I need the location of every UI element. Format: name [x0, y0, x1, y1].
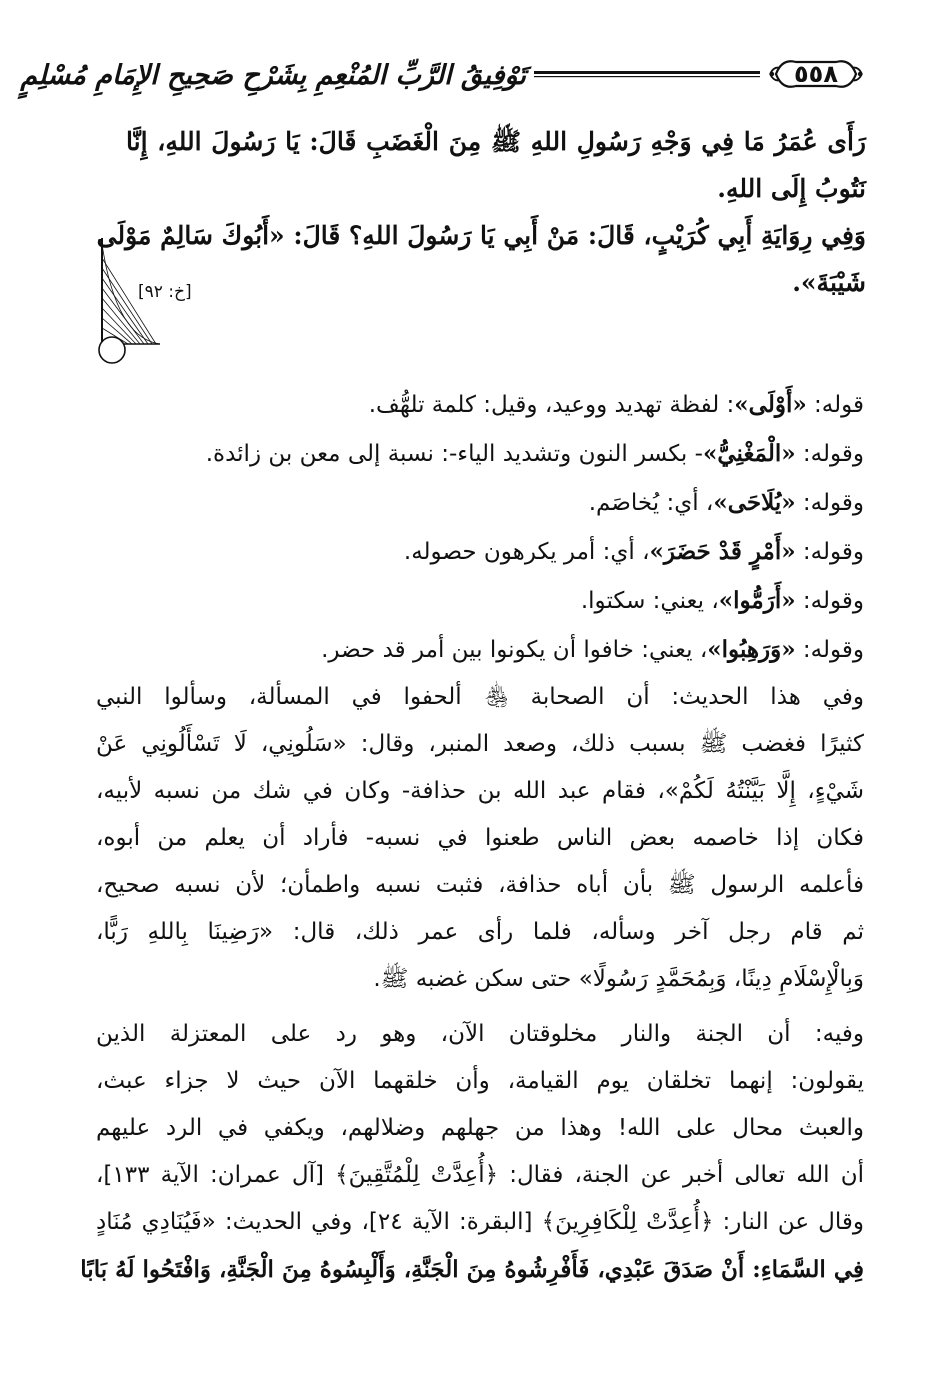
commentary-body [80, 380, 864, 1293]
gloss-prefix: وقوله: [795, 588, 864, 614]
page-number: ٥٥٨ [794, 60, 838, 88]
hadith-block [96, 118, 866, 364]
paragraph-line: شَيْءٍ، إِلَّا بَيَّنْتُهُ لَكُمْ»، فقام عبد الله بن حذافة- وكان في شك من نسبه لأبيه، [96, 778, 864, 804]
gloss-line [96, 576, 864, 625]
paragraph-hadith-lessons [96, 674, 864, 1003]
gloss-prefix: قوله: [806, 392, 864, 418]
gloss-line [96, 478, 864, 527]
page-header [20, 50, 866, 102]
gloss-prefix: وقوله: [795, 637, 864, 663]
gloss-word: «الْمَغْنِيُّ» [702, 440, 796, 467]
paragraph-line: فِي السَّمَاءِ: أَنْ صَدَقَ عَبْدِي، فَأَفْرِشُوهُ مِنَ الْجَنَّةِ، وَأَلْبِسُوهُ مِنَ الْجَنَّةِ، وَافْتَحُوا لَهُ بَابًا [80, 1256, 864, 1283]
gloss-word: «يُلَاحَى» [713, 489, 796, 516]
paragraph-line: فكان إذا خاصمه بعض الناس طعنوا في نسبه- فأراد أن يعلم من أبوه، [96, 825, 864, 851]
hadith-reference: [خ: ٩٢] [138, 282, 192, 302]
paragraph-line: وفيه: أن الجنة والنار مخلوقتان الآن، وهو رد على المعتزلة الذين [96, 1021, 864, 1047]
gloss-word: «أَوْلَى» [734, 391, 807, 418]
gloss-word: «أَرَمُّوا» [718, 587, 796, 614]
hadith-line: وَفِي رِوَايَةِ أَبِي كُرَيْبٍ، قَالَ: مَنْ أَبِي يَا رَسُولَ اللهِ؟ قَالَ: «أَبُوكَ سَالِمٌ مَوْلَى [96, 221, 866, 250]
hadith-text [96, 118, 866, 306]
paragraph-line: ثم قام رجل آخر وسأله، فلما رأى عمر ذلك، قال: «رَضِينَا بِاللهِ رَبًّا، [96, 919, 864, 945]
gloss-line [96, 527, 864, 576]
page-number-badge [766, 54, 866, 94]
gloss-definition: ، يعني: خافوا أن يكونوا بين أمر قد حضر. [321, 637, 708, 663]
gloss-word: «وَرَهِبُوا» [707, 636, 796, 663]
paragraph-line: فأعلمه الرسول ﷺ بأن أباه حذافة، فثبت نسبه واطمأن؛ لأن نسبه صحيح، [96, 872, 864, 898]
gloss-prefix: وقوله: [795, 539, 864, 565]
paragraph-line: كثيرًا فغضب ﷺ بسبب ذلك، وصعد المنبر، وقال: «سَلُونِي، لَا تَسْأَلُونِي عَنْ [96, 731, 864, 757]
hadith-line: شَيْبَةَ». [792, 268, 866, 297]
gloss-definition: ، يعني: سكتوا. [580, 588, 719, 614]
hadith-line: نَتُوبُ إِلَى اللهِ. [717, 174, 866, 203]
hadith-line: رَأَى عُمَرُ مَا فِي وَجْهِ رَسُولِ اللهِ ﷺ مِنَ الْغَضَبِ قَالَ: يَا رَسُولَ اللهِ، إِنَّا [126, 127, 866, 156]
paragraph-line: وَبِالْإِسْلَامِ دِينًا، وَبِمُحَمَّدٍ رَسُولًا» حتى سكن غضبه ﷺ. [373, 966, 864, 992]
gloss-line [96, 625, 864, 674]
gloss-definition: ، أي: يُخاصَم. [588, 490, 714, 516]
gloss-line [96, 380, 864, 429]
paragraph-line: وقال عن النار: ﴿أُعِدَّتْ لِلْكَافِرِينَ﴾ [البقرة: الآية ٢٤]، وفي الحديث: «فَيُنَادِي مُنَادٍ [96, 1209, 864, 1235]
paragraph-paradise-hell [80, 1011, 864, 1293]
paragraph-line: والعبث محال على الله! وهذا من جهلهم وضلالهم، ويكفي في الرد عليهم [96, 1115, 864, 1141]
paragraph-line: يقولون: إنهما تخلقان يوم القيامة، وأن خلقهما الآن حيث لا جزاء عبث، [96, 1068, 864, 1094]
paragraph-line: أن الله تعالى أخبر عن الجنة، فقال: ﴿أُعِدَّتْ لِلْمُتَّقِينَ﴾ [آل عمران: الآية ١٣٣]، [96, 1162, 864, 1188]
gloss-line [96, 429, 864, 478]
gloss-prefix: وقوله: [795, 490, 864, 516]
gloss-prefix: وقوله: [795, 441, 864, 467]
gloss-word: «أَمْرٍ قَدْ حَضَرَ» [649, 538, 796, 565]
gloss-definition: - بكسر النون وتشديد الياء-: نسبة إلى معن بن زائدة. [205, 441, 703, 467]
paragraph-line: وفي هذا الحديث: أن الصحابة ﵃ ألحفوا في المسألة، وسألوا النبي [96, 684, 864, 710]
gloss-definition: : لفظة تهديد ووعيد، وقيل: كلمة تلهُّف. [368, 392, 735, 418]
header-rule [534, 70, 760, 80]
book-title: تَوْفِيقُ الرَّبِّ المُنْعِمِ بِشَرْحِ صَحِيحِ الإِمَامِ مُسْلِمٍ [20, 60, 526, 91]
gloss-definition: ، أي: أمر يكرهون حصوله. [403, 539, 650, 565]
